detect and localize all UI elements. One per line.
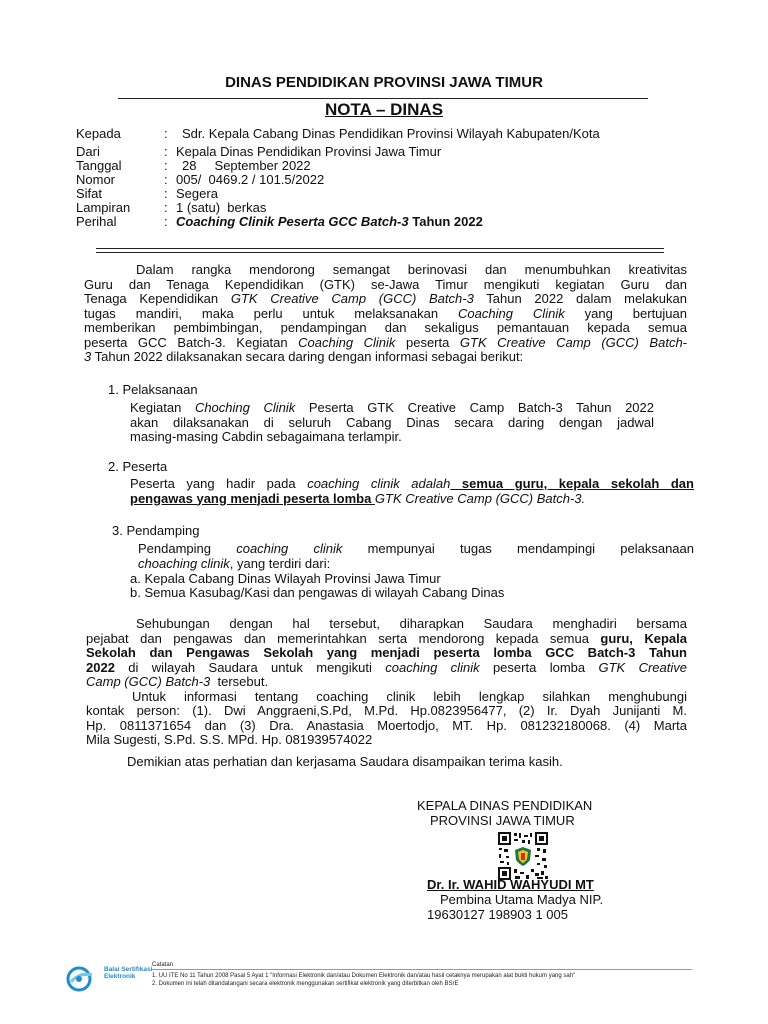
bsre-logo-text: Balai Sertifikasi Elektronik [104,966,153,980]
text-span: GTK Creative [598,659,687,675]
text-span: mempunyai tugas mendampingi pelaksanaan [342,541,694,556]
meta-colon: : [164,144,168,159]
text-span: peserta GCC Batch-3. Kegiatan [84,334,299,350]
meta-key: Nomor [76,172,116,187]
signatory-name: Dr. Ir. WAHID WAHYUDI MT [427,877,594,892]
text-span: tugas mandiri, maka perlu untuk melaksanakan [84,305,459,321]
footer-note-2: 2. Dokumen ini telah ditandatangani secara elektronik menggunakan sertifikat elektronik yang diterbitkan oleh BSrE [152,981,459,987]
text-span: coaching clinik adalah [307,476,451,491]
text-span: pengawas yang menjadi peserta lomba [130,490,375,506]
meta-key: Sifat [76,186,103,201]
text-span: Tenaga Kependidikan [84,291,231,306]
meta-row-perihal [76,214,696,229]
meta-value: Segera [176,186,218,201]
text-span: 3 [84,349,92,364]
text-span: Peserta yang hadir pada [130,476,308,491]
signatory-office-line2: PROVINSI JAWA TIMUR [430,813,575,828]
text-span: GTK Creative Camp (GCC) Batch-3 [230,291,474,306]
meta-colon: : [164,200,168,215]
text-line [130,477,694,492]
text-span: Peserta GTK Creative Camp Batch-3 Tahun 2022 [295,400,654,415]
meta-value: Kepala Dinas Pendidikan Provinsi Jawa Timur [176,144,442,159]
text-span: GTK Creative Camp (GCC) Batch- [459,334,687,350]
text-line [86,661,687,676]
meta-colon: : [164,214,168,229]
meta-colon: : [164,126,168,141]
meta-row-dari [76,144,696,159]
meta-colon: : [164,172,168,187]
text-line: Untuk informasi tentang coaching clinik lebih lengkap silahkan menghubungi [132,688,687,704]
document-type-title: NOTA – DINAS [324,100,444,119]
signatory-office-line1: KEPALA DINAS PENDIDIKAN [417,798,593,813]
text-span: Kegiatan [130,400,195,415]
text-line [130,492,694,507]
meta-key: Tanggal [76,158,122,173]
text-line: akan dilaksanakan di seluruh Cabang Dinas secara daring dengan jadwal [130,414,654,430]
text-span: Camp (GCC) Batch-3 [86,674,211,689]
closing-paragraph [86,617,687,748]
text-line: Sehubungan dengan hal tersebut, diharapkan Saudara menghadiri bersama [136,616,687,631]
meta-key: Perihal [76,214,117,229]
text-span: choaching clinik [138,555,230,571]
meta-colon: : [164,158,168,173]
double-rule-divider [96,248,664,253]
text-line: Guru dan Tenaga Kependidikan (GTK) se-Jawa Timur mengikuti kegiatan Guru dan [84,276,687,292]
signatory-rank: Pembina Utama Madya NIP. [440,892,604,907]
subject-italic: Coaching Clinik Peserta GCC Batch-3 [176,214,409,229]
section-pendamping-title: 3. Pendamping [112,523,200,538]
text-line [86,675,687,690]
pendamping-item-b: b. Semua Kasubag/Kasi dan pengawas di wilayah Cabang Dinas [130,585,505,600]
text-line [130,401,654,416]
text-span: coaching clinik [385,659,480,675]
text-span: Pendamping [138,541,237,556]
text-span: di wilayah Saudara untuk mengikuti [114,659,386,675]
text-span: Coaching Clinik [298,334,396,350]
text-line [138,557,694,572]
text-span: pejabat dan pengawas dan memerintahkan serta mendorong kepada semua [86,630,601,646]
text-span: peserta lomba [479,659,599,675]
meta-value: Sdr. Kepala Cabang Dinas Pendidikan Provinsi Wilayah Kabupaten/Kota [182,126,600,141]
text-span: semua guru, kepala sekolah dan [450,476,694,491]
meta-row-lampiran [76,200,696,215]
header-divider [118,98,648,99]
text-line: kontak person: (1). Dwi Anggraeni,S.Pd, M.Pd. Hp.0823956477, (2) Ir. Dyah Junijanti M. [86,703,687,718]
text-span: guru, Kepala [600,630,687,646]
meta-row-sifat [76,186,696,201]
text-span: coaching clinik [236,541,343,556]
footer-catatan-label: Catatan [152,962,174,968]
meta-key: Kepada [76,126,121,141]
text-line: Mila Sugesti, S.Pd. S.S. MPd. Hp. 081939574022 [86,732,373,747]
meta-row-kepada [76,126,696,141]
section-peserta-title: 2. Peserta [108,459,168,474]
qr-code-icon [497,831,549,881]
meta-value: 1 (satu) berkas [176,200,267,215]
text-line [84,350,687,365]
bsre-logo-icon [66,966,102,992]
meta-row-nomor [76,172,696,187]
text-span: Coaching Clinik [458,305,565,321]
text-line: masing-masing Cabdin sebagaimana terlampir. [130,429,402,444]
meta-row-tanggal [76,158,696,173]
text-line: Sekolah dan Pengawas Sekolah yang menjadi peserta lomba GCC Batch-3 Tahun [86,645,687,660]
text-span: tersebut. [210,674,269,689]
thanks-line: Demikian atas perhatian dan kerjasama Saudara disampaikan terima kasih. [127,754,563,769]
meta-key: Lampiran [76,200,131,215]
section-pendamping-body [138,542,694,571]
meta-value: 28 September 2022 [182,158,311,173]
text-line: Hp. 0811371654 dan (3) Dra. Anastasia Moertodjo, MT. Hp. 081232180068. (4) Marta [86,717,687,733]
signatory-nip: 19630127 198903 1 005 [427,907,568,922]
intro-paragraph [84,263,687,365]
text-span: Tahun 2022 dilaksanakan secara daring dengan informasi sebagai berikut: [91,349,524,364]
section-peserta-body [130,477,694,506]
text-span: Tahun 2022 dalam melakukan [473,291,687,306]
text-span: Choching Clinik [194,400,296,415]
text-span: yang bertujuan [564,305,687,321]
meta-key: Dari [76,144,100,159]
text-line: memberikan pembimbingan, pendampingan dan sekaligus pemantauan kepada semua [84,320,687,335]
text-span: , yang terdiri dari: [229,555,331,571]
text-span: 2022 [86,659,115,675]
meta-value [176,214,483,229]
text-line [84,307,687,322]
text-span: peserta [395,334,460,350]
pendamping-item-a: a. Kepala Cabang Dinas Wilayah Provinsi Jawa Timur [130,571,441,586]
text-span: GTK Creative Camp (GCC) Batch-3. [374,490,586,506]
footer-note-1: 1. UU ITE No 11 Tahun 2008 Pasal 5 Ayat 1 "Informasi Elektronik dan/atau Dokumen Elektronik dan/atau hasil cetaknya merupakan alat bukti hukum yang sah" [152,973,576,979]
bsre-logo [66,966,152,992]
meta-colon: : [164,186,168,201]
section-pelaksanaan-body [130,401,654,445]
text-line [84,336,687,351]
meta-value: 005/ 0469.2 / 101.5/2022 [176,172,325,187]
text-line [86,632,687,647]
text-line: Dalam rangka mendorong semangat berinovasi dan menumbuhkan kreativitas [136,262,687,277]
text-line [138,542,694,557]
organization-title: DINAS PENDIDIKAN PROVINSI JAWA TIMUR [225,74,543,91]
section-pelaksanaan-title: 1. Pelaksanaan [108,382,198,397]
text-line [84,292,687,307]
footer-divider [152,969,692,970]
subject-rest: Tahun 2022 [408,214,483,229]
